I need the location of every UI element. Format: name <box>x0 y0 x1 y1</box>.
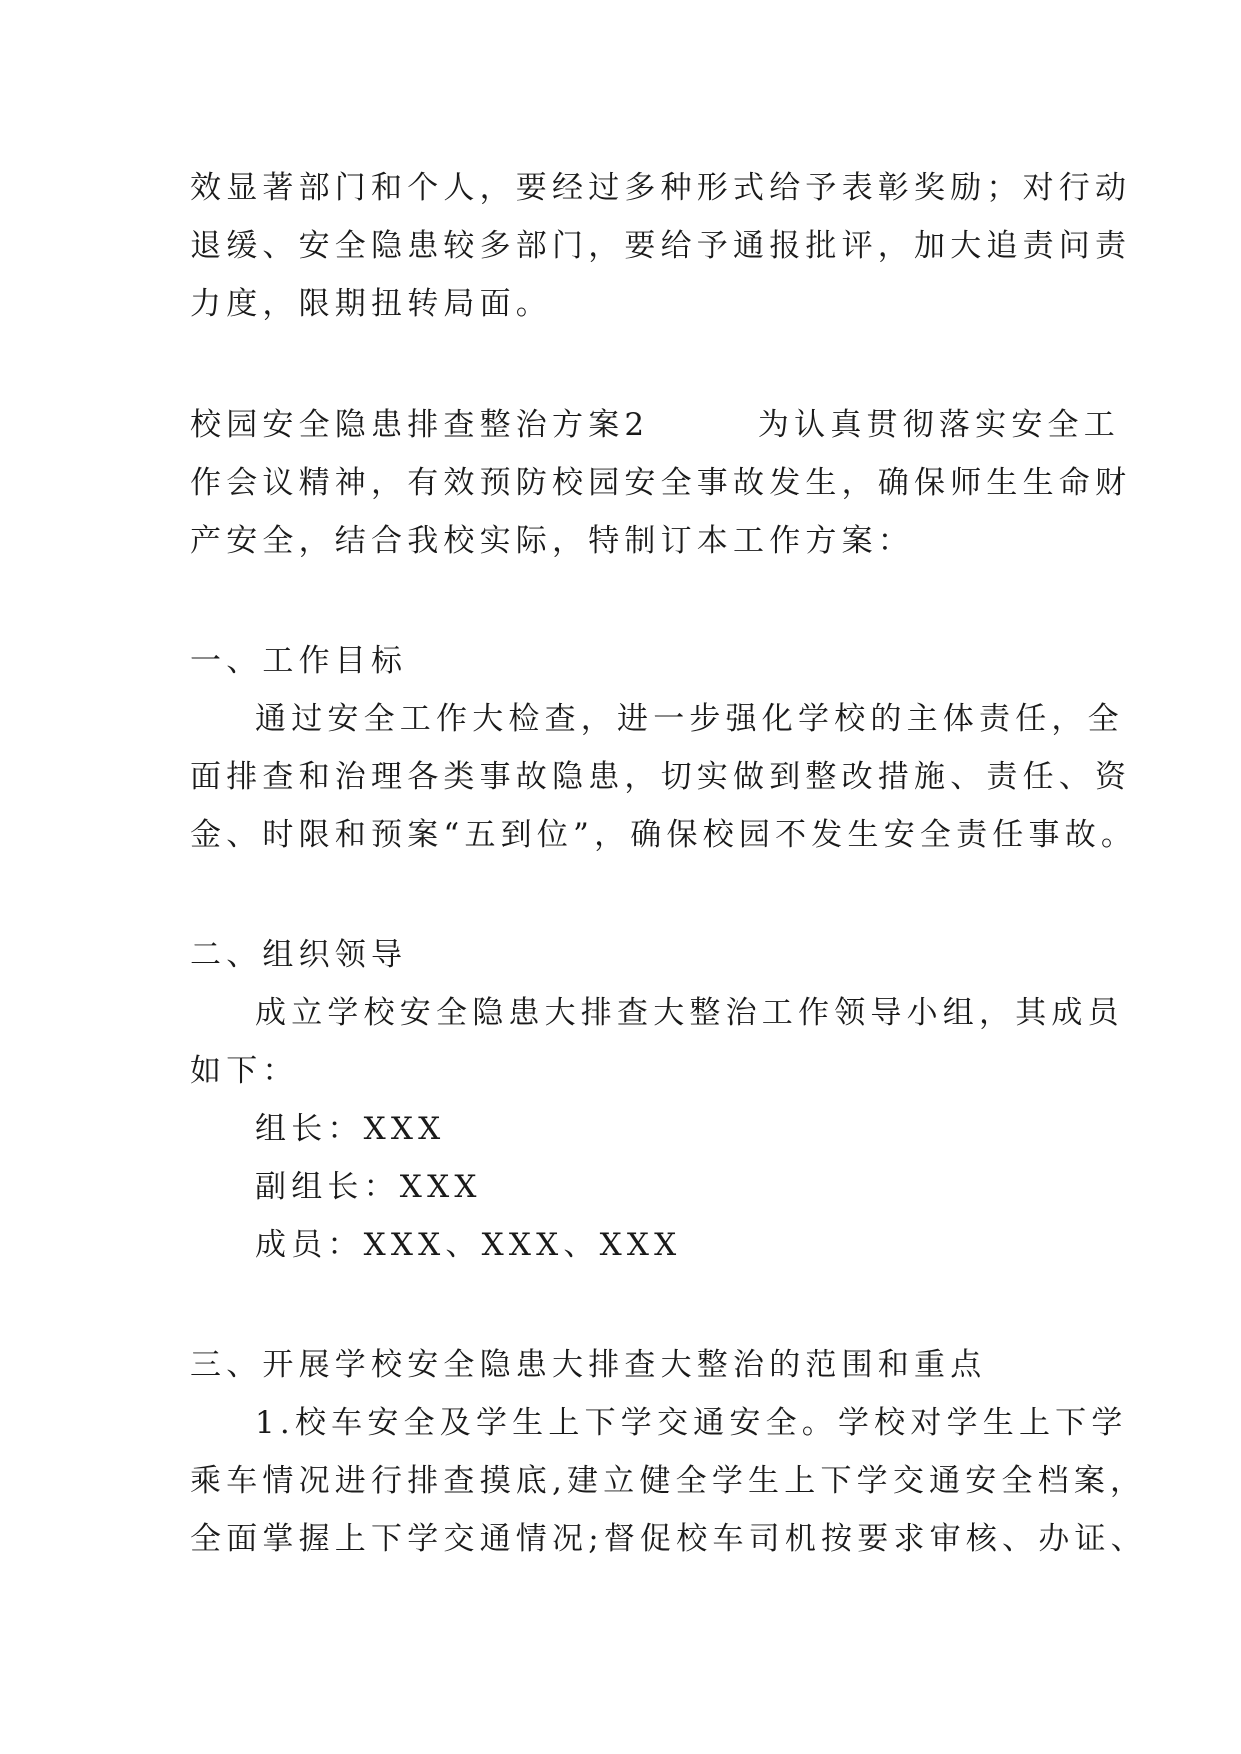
text-line: 成立学校安全隐患大排查大整治工作领导小组，其成员 <box>255 995 1124 1031</box>
team-leader-line: 组长：XXX <box>255 1111 446 1147</box>
deputy-leader-line: 副组长：XXX <box>255 1169 482 1205</box>
text-line: 面排查和治理各类事故隐患，切实做到整改措施、责任、资 <box>190 759 1132 795</box>
text-line: 1.校车安全及学生上下学交通安全。学校对学生上下学 <box>255 1405 1128 1441</box>
heading-scope: 三、开展学校安全隐患大排查大整治的范围和重点 <box>190 1347 987 1383</box>
heading-organization: 二、组织领导 <box>190 937 408 973</box>
members-line: 成员：XXX、XXX、XXX <box>255 1227 682 1263</box>
text-line: 作会议精神，有效预防校园安全事故发生，确保师生生命财 <box>190 465 1132 501</box>
text-line: 如下： <box>190 1053 299 1089</box>
section-title-line: 校园安全隐患排查整治方案2 为认真贯彻落实安全工 <box>190 407 1120 443</box>
text-line: 通过安全工作大检查，进一步强化学校的主体责任，全 <box>255 701 1124 737</box>
text-line: 产安全，结合我校实际，特制订本工作方案： <box>190 523 914 559</box>
text-line: 全面掌握上下学交通情况;督促校车司机按要求审核、办证、 <box>190 1521 1147 1557</box>
heading-goals: 一、工作目标 <box>190 643 408 679</box>
text-line: 退缓、安全隐患较多部门，要给予通报批评，加大追责问责 <box>190 228 1132 264</box>
text-line: 效显著部门和个人，要经过多种形式给予表彰奖励；对行动 <box>190 170 1132 206</box>
text-line: 力度，限期扭转局面。 <box>190 286 552 322</box>
text-line: 乘车情况进行排查摸底,建立健全学生上下学交通安全档案， <box>190 1463 1147 1499</box>
text-line: 金、时限和预案“五到位”，确保校园不发生安全责任事故。 <box>190 817 1138 853</box>
